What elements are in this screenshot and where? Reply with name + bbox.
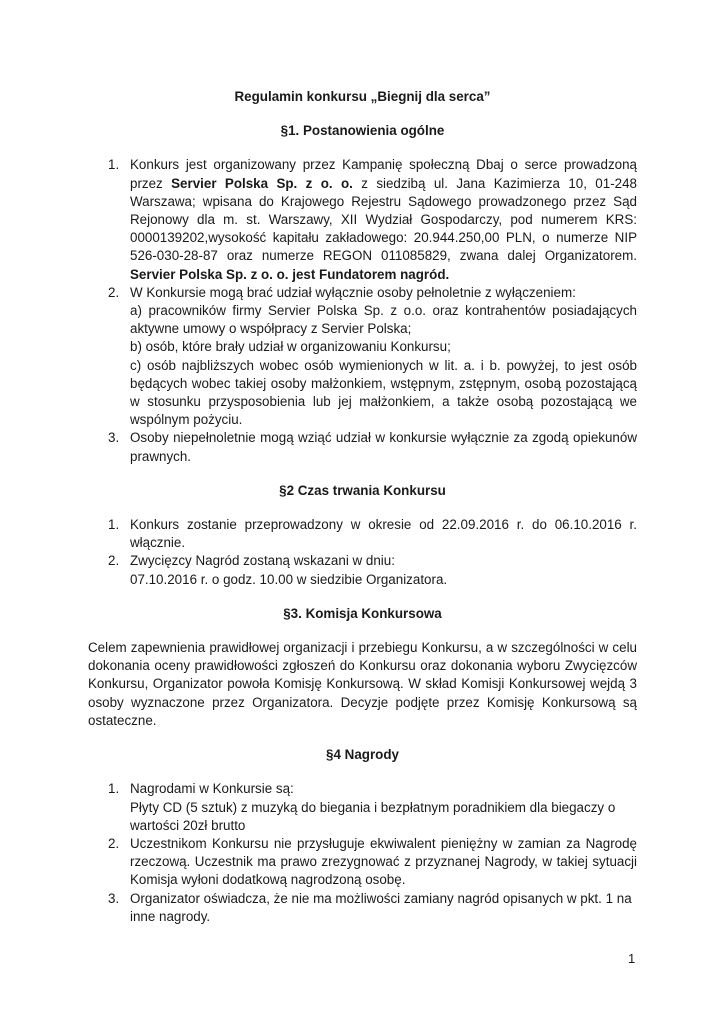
item-text: Konkurs zostanie przeprowadzony w okresie od 22.09.2016 r. do 06.10.2016 r. włącznie. (130, 517, 637, 551)
list-item (88, 516, 637, 552)
sub-item-a: a) pracowników firmy Servier Polska Sp. z o.o. oraz kontrahentów posiadających aktywne umowy o współpracy z Servier Polska; (130, 303, 637, 337)
sub-item-c: c) osób najbliższych wobec osób wymienionych w lit. a. i b. powyżej, to jest osób będących wobec takiej osoby małżonkiem, wstępnym, zstępnym, osobą pozostającą w stosunku przysposobienia lub jej małżonkiem, a także osobą pozostającą we wspólnym pożyciu. (130, 357, 637, 428)
section-2-list (88, 516, 637, 589)
item-text: Zwycięzcy Nagród zostaną wskazani w dniu: (130, 553, 395, 569)
list-item (88, 429, 637, 465)
item-text: Osoby niepełnoletnie mogą wziąć udział w konkursie wyłącznie za zgodą opiekunów prawnych. (130, 430, 637, 464)
section-3-paragraph: Celem zapewnienia prawidłowej organizacji i przebiegu Konkursu, a w szczególności w celu dokonania oceny prawidłowości zgłoszeń do Konkursu oraz dokonania wyboru Zwycięzców Konkursu, Organizator powoła Komisję Konkursową. W skład Komisji Konkursowej wejdą 3 osoby wyznaczone przez Organizatora. Decyzje podjęte przez Komisję Konkursową są ostateczne. (88, 640, 637, 728)
list-number: 1. (108, 517, 120, 533)
section-4-heading: §4 Nagrody (326, 747, 399, 763)
section-4-list (88, 780, 637, 926)
item-text: z siedzibą ul. Jana Kazimierza 10, 01-248 Warszawa; wpisana do Krajowego Rejestru Sądowego prowadzonego przez Sąd Rejonowy dla m. st. Warszawy, XII Wydział Gospodarczy, pod numerem KRS: 0000139202,wysokość kapitału zakładowego: 20.944.250,00 PLN, o numerze NIP 526-030-28-87 oraz numerze REGON 011085829, zwana dalej Organizatorem. (130, 175, 638, 264)
list-number: 3. (108, 890, 120, 906)
fundator-statement-bold: Servier Polska Sp. z o. o. jest Fundatorem nagród. (130, 266, 450, 282)
list-item (88, 156, 637, 283)
section-1-heading: §1. Postanowienia ogólne (280, 123, 445, 139)
page-number: 1 (628, 951, 636, 966)
list-number: 1. (108, 781, 120, 797)
item-text: Nagrodami w Konkursie są: (130, 781, 294, 797)
sub-item-b: b) osób, które brały udział w organizowaniu Konkursu; (130, 339, 451, 355)
item-text: W Konkursie mogą brać udział wyłącznie osoby pełnoletnie z wyłączeniem: (130, 284, 576, 300)
section-2-heading: §2 Czas trwania Konkursu (279, 482, 446, 498)
list-number: 2. (108, 835, 120, 851)
company-name-bold: Servier Polska Sp. z o. o. (171, 175, 353, 191)
list-number: 2. (108, 553, 120, 569)
list-number: 3. (108, 430, 120, 446)
list-item (88, 284, 637, 430)
section-3-heading: §3. Komisja Konkursowa (283, 605, 442, 621)
item-text: Płyty CD (5 sztuk) z muzyką do biegania i bezpłatnym poradnikiem dla biegaczy o wartości 20zł brutto (130, 799, 616, 833)
item-text: Organizator oświadcza, że nie ma możliwości zamiany nagród opisanych w pkt. 1 na inne nagrody. (130, 890, 632, 924)
item-text: 07.10.2016 r. o godz. 10.00 w siedzibie Organizatora. (130, 571, 448, 587)
item-text: Uczestnikom Konkursu nie przysługuje ekwiwalent pieniężny w zamian za Nagrodę rzeczową. Uczestnik ma prawo zrezygnować z przyznanej Nagrody, w takiej sytuacji Komisja wyłoni dodatkową nagrodzoną osobę. (130, 835, 637, 888)
list-item (88, 835, 637, 890)
list-number: 1. (108, 157, 120, 173)
list-item (88, 552, 637, 588)
list-item (88, 780, 637, 835)
item-text: Konkurs jest organizowany przez Kampanię społeczną Dbaj o serce prowadzoną przez (130, 157, 637, 191)
list-item (88, 890, 637, 926)
document-content (88, 88, 637, 926)
document-title: Regulamin konkursu „Biegnij dla serca” (234, 89, 491, 104)
list-number: 2. (108, 284, 120, 300)
section-1-list (88, 156, 637, 465)
